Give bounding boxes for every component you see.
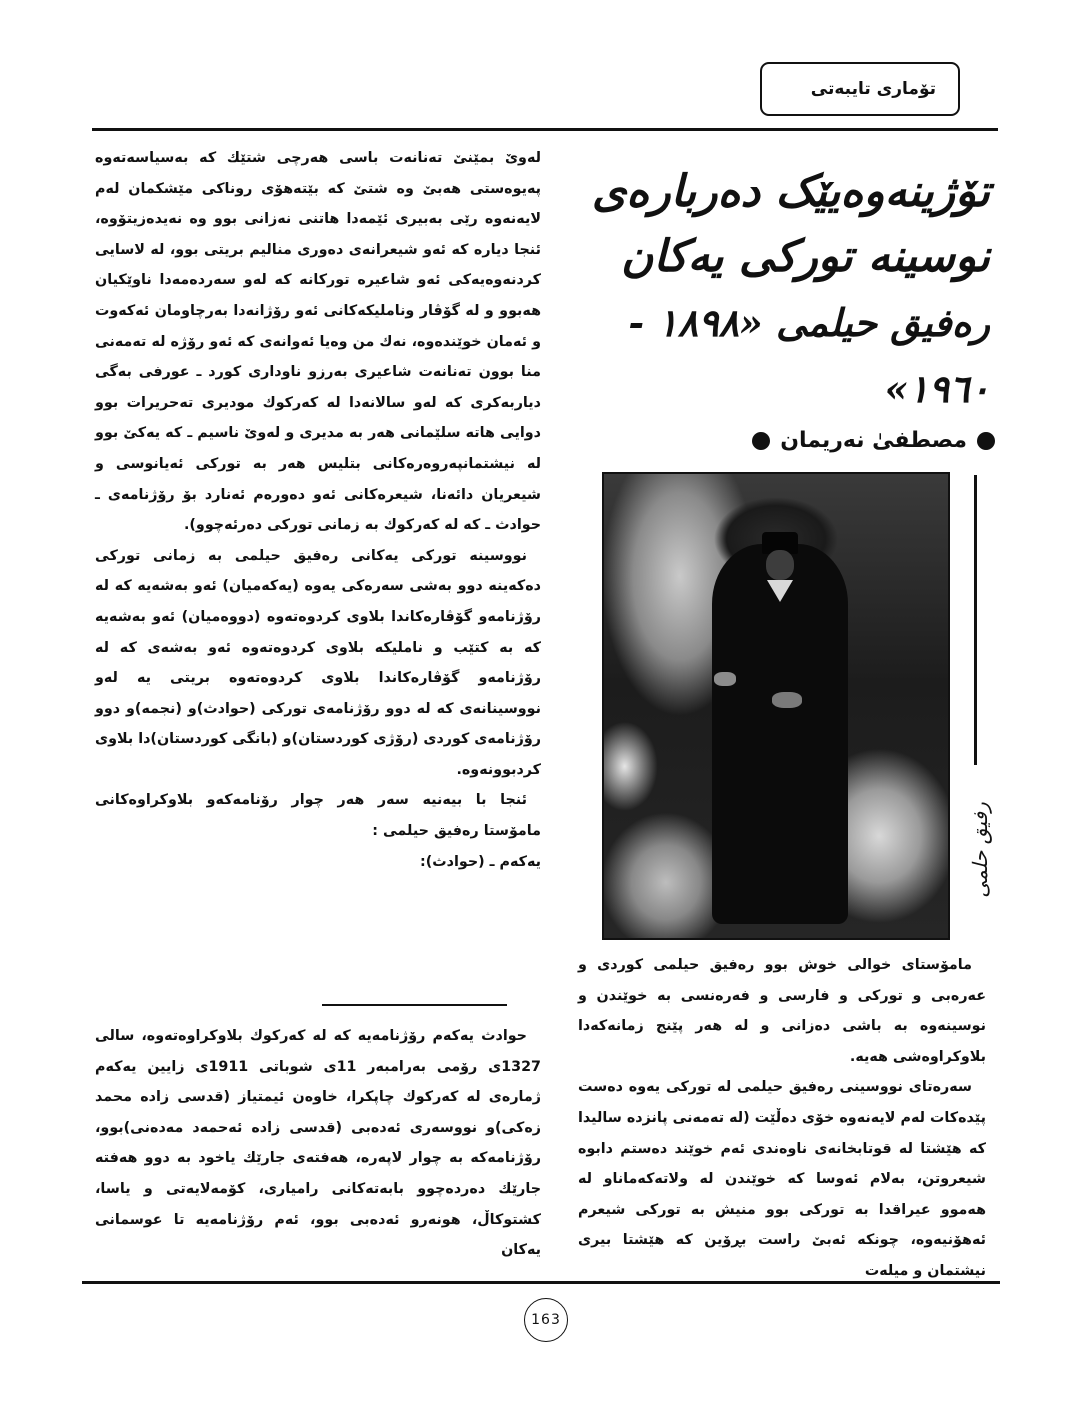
title-line-1: تۆژینەوەیێک دەربارەی: [591, 166, 990, 217]
photo-hand: [714, 672, 736, 686]
paragraph: حوادث یەكەم رۆژنامەیە كە لە كەركوك بلاوكراوەتەوە، سالی 1327ی رۆمی بەرامبەر 11ی شوباتی 1911ی زایین یەكەم ژمارەی لە كەركوك چاپكرا، خاوەن ئیمتیاز (قدسی زادە محمد زەكی)و نووسەری ئەدەبی (قدسی زادە ئەحمەد مەدەنی)بوو، رۆژنامەكە بە چوار لاپەرە، هەفتەی جارێك یاخود بە دوو هەفتە جارێك دەردەچوو بابەتەكانی رامیاری، كۆمەلایەتی و یاسا، كشتوكاڵ، هونەرو ئەدەبی بوو، ئەم رۆژنامەیە تا عوسمانی یەكان: [95, 1028, 541, 1259]
photo-hands: [772, 692, 802, 708]
paragraph: ئنجا با بیەنیە سەر هەر چوار رۆنامەكەو بلاوكراوەكانی مامۆستا رەفیق حیلمی :: [95, 792, 541, 840]
paragraph: نووسینە توركی یەكانی رەفیق حیلمی بە زمانی توركی دەكەینە دوو بەشی سەرەكی یەوە (یەكەمیان) ئەو بەشەیە كە لە رۆژنامەو گۆڤارەكاندا بلاوی كردوەتەوە (دووەمیان) ئەو بەشەیە كە بە كتێب و ناملیكە بلاوی كردوەتەوە ئەو بەشەی كە لە رۆژنامەو گۆڤارەكاندا بلاوی كردوەتەوە بریتی یە لەو نووسینانەی كە لە دوو رۆژنامەی توركی (حوادث)و (نجمە)و دوو رۆژنامەی كوردی (رۆژی كوردستان)و (بانگی كوردستان)دا بلاوی كردبوونەوە.: [95, 547, 541, 778]
signature-text: رفیق حلمی: [968, 802, 993, 898]
bullet-icon: [977, 432, 995, 450]
header-rule: [92, 128, 998, 131]
paragraph: سەرەتای نووسینی رەفیق حیلمی لە توركی یەوە دەست پێدەكات لەم لایەنەوە خۆی دەڵێت (لە تەمەنی پانزدە سالیدا كە هێشتا لە قوتابخانەی ناوەندی ئەم خوێند دەستم دابوە شیعروتن، بەلام ئەوسا كە خوێندن لە ولاتەكەماناو لە هەموو عیراقدا بە توركی بوو منیش بە توركی شیعرم ئەهۆنیەوە، چونكە ئەبێ راست بڕۆین كە هێشتا بیری نیشتمان و میلەت: [578, 1079, 986, 1279]
section-tab: [760, 62, 960, 116]
page-number: 163: [524, 1298, 568, 1342]
bullet-icon: [752, 432, 770, 450]
right-column: [578, 950, 986, 1287]
article-title: [560, 160, 990, 422]
signature: [952, 800, 1008, 900]
photo-face: [766, 550, 794, 580]
title-line-2: نوسینە تورکی یەکان: [621, 231, 990, 282]
title-line-3: رەفیق حیلمی «١٨٩٨ - ١٩٦٠»: [628, 300, 990, 411]
paragraph: لەوێ بمێنێ تەنانەت باسی هەرچی شتێك كە بەسیاسەتەوە پەیوەستی هەبێ وە شتێ كە بێتەهۆی روناكی مێشكمان لەم لایەنەوە رێی بەبیری ئێمەدا هاتنی نەزانی بوو وە نەیدەزیتۆوە، ئنجا دیارە كە ئەو شیعرانەی دەوری منالیم بریتی بوو، لە لاسایی كردنەوەیەكی ئەو شاعیرە توركانە كە لەو سەردەمەدا ناوێكیان هەبوو و لە گۆڤار وناملیكەكانی ئەو رۆژانەدا بەرچاومان ئەكەوت و ئەمان خوێندەوە، نەك من وەیا ئەوانەی كە ئەو رۆژە لە تەمەنی منا بوون تەنانەت شاعیری بەرزو ناوداری كورد ـ عورفی بەگی دیاربەكری كە لەو سالانەدا لە كەركوك مودیری تەحریرات بوو دوایی هاتە سلێمانی هەر بە مدیری و لەوێ ناسیم ـ كە یەكێ بوو لە نیشتمانپەروەرەكانی بتلیس هەر بە توركی ئەیانوسی و شیعریان دائەنا، شیعرەكانی ئەو دەورەم ئەنارد بۆ رۆژنامەی ـ حوادث ـ كە لە كەركوك بە زمانی توركی دەرئەچوو).: [95, 150, 541, 534]
paragraph: مامۆستای خوالی خوش بوو رەفیق حیلمی كوردی و عەرەبی و توركی و فارسی و فەرەنسی بە خوێندن و نوسینەوە بە باشی دەزانی و لە هەر پێنج زمانەكەدا بلاوكراوەشی هەیە.: [578, 957, 986, 1065]
photo-side-rule: [974, 475, 977, 765]
left-column-lower: [95, 1021, 541, 1266]
byline: [565, 428, 995, 453]
left-column: [95, 143, 541, 877]
subheading: یەكەم ـ (حوادث):: [420, 853, 541, 870]
portrait-photo: [602, 472, 950, 940]
section-tab-label: تۆماری تایبەتی: [810, 79, 936, 99]
author-name: مصطفیٰ نەریمان: [780, 428, 967, 453]
column-divider: [322, 1004, 507, 1006]
footer-rule: [82, 1281, 1000, 1284]
